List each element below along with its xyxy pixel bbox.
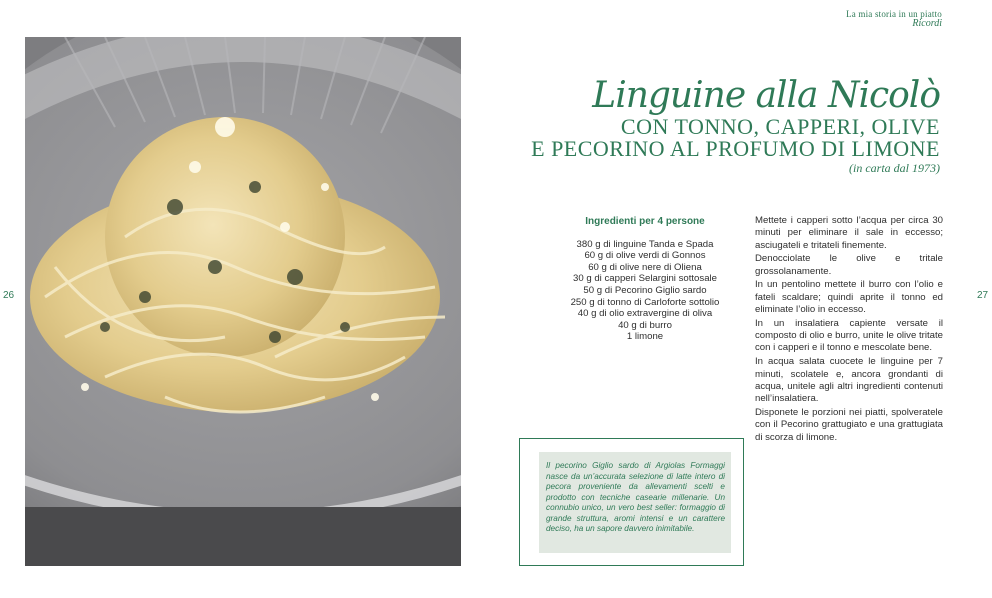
recipe-title-block bbox=[531, 76, 940, 176]
ingredients-section bbox=[560, 216, 730, 343]
ingredient-item: 60 g di olive verdi di Gonnos bbox=[584, 250, 706, 262]
recipe-title-line2: E PECORINO AL PROFUMO DI LIMONE bbox=[531, 136, 940, 161]
cheese-info-box bbox=[519, 438, 744, 566]
cheese-info-panel bbox=[539, 452, 731, 553]
ingredient-item: 30 g di capperi Selargini sottosale bbox=[573, 273, 717, 285]
method-section bbox=[755, 215, 943, 445]
ingredient-item: 40 g di olio extravergine di oliva bbox=[577, 308, 713, 320]
recipe-title-note: (in carta dal 1973) bbox=[849, 161, 940, 175]
ingredient-item: 1 limone bbox=[626, 331, 664, 343]
running-header-subtitle: Ricordi bbox=[912, 18, 942, 30]
page-number-right: 27 bbox=[977, 290, 989, 301]
running-header bbox=[846, 10, 942, 30]
method-step: In un insalatiera capiente versate il composto di olio e burro, unite le olive tritate con i capperi e il tonno e mescolate bene. bbox=[755, 317, 943, 354]
pasta-dish-photo bbox=[25, 37, 461, 566]
ingredient-item: 40 g di burro bbox=[618, 319, 672, 331]
page-number-left: 26 bbox=[3, 290, 15, 301]
ingredients-heading: Ingredienti per 4 persone bbox=[585, 216, 705, 227]
method-step: In acqua salata cuocete le linguine per 7 minuti, scolatele e, ancora grondanti di acqua, unitele agli altri ingredienti contenuti nell’insalatiera. bbox=[755, 356, 943, 405]
ingredient-item: 50 g di Pecorino Giglio sardo bbox=[583, 284, 707, 296]
ingredient-item: 380 g di linguine Tanda e Spada bbox=[576, 238, 714, 250]
method-step: Disponete le porzioni nei piatti, spolveratele con il Pecorino grattugiato e una grattugiata di scorza di limone. bbox=[755, 406, 943, 443]
ingredient-item: 250 g di tonno di Carloforte sottolio bbox=[570, 296, 720, 308]
running-header-title: La mia storia in un piatto bbox=[846, 9, 942, 19]
method-step: Denocciolate le olive e tritale grossolanamente. bbox=[755, 253, 943, 277]
recipe-title-line1: CON TONNO, CAPPERI, OLIVE bbox=[620, 114, 940, 139]
ingredients-list bbox=[560, 239, 730, 343]
method-step: Mettete i capperi sotto l’acqua per circa 30 minuti per eliminare il sale in eccesso; asciugateli e tritateli finemente. bbox=[755, 215, 943, 251]
cheese-info-text: Il pecorino Giglio sardo di Argiolas Formaggi nasce da un’accurata selezione di latte intero di pecora proveniente da allevamenti scelti e prodotto con tecniche casearie millenarie. Un connubio unico, un vero best seller: formaggio di grande struttura, aromi intensi e un carattere deciso, ha un sapore davvero inimitabile. bbox=[546, 461, 725, 533]
method-step: In un pentolino mettete il burro con l’olio e fateli scaldare; quindi aprite il tonno ed eliminate l’olio in eccesso. bbox=[755, 279, 943, 316]
pasta-photo-illustration bbox=[25, 37, 461, 566]
recipe-title-script: Linguine alla Nicolò bbox=[592, 75, 940, 116]
ingredient-item: 60 g di olive nere di Oliena bbox=[588, 261, 702, 273]
